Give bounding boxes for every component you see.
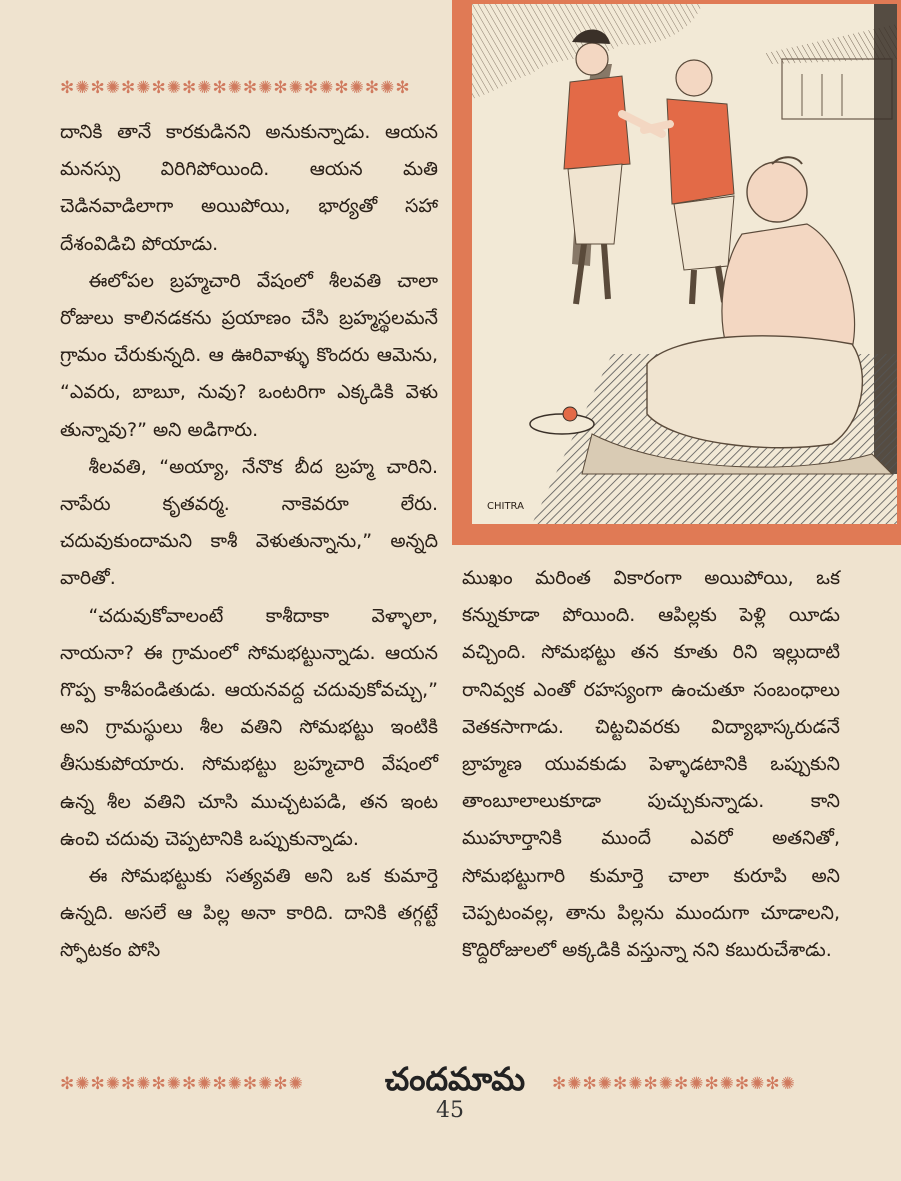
magazine-title: చందమామ bbox=[384, 1060, 526, 1098]
paragraph-3: శీలవతి, “అయ్యా, నేనొక బీద బ్రహ్మ చారిని. నాపేరు కృతవర్మ. నాకెవరూ లేరు. చదువుకుందామని కాశీ వెళుతున్నాను,” అన్నది వారితో. bbox=[60, 455, 438, 590]
bottom-right-ornament: ✻✺✻✺✻✺✻✺✻✺✻✺✻✺✻✺ bbox=[552, 1074, 796, 1094]
paragraph-5: ఈ సోమభట్టుకు సత్యవతి అని ఒక కుమార్తె ఉన్నది. అసలే ఆ పిల్ల అనా కారిది. దానికి తగ్గట్టే స్ఫోటకం పోసి bbox=[60, 865, 438, 962]
paragraph-1: దానికి తానే కారకుడినని అనుకున్నాడు. ఆయన మనస్సు విరిగిపోయింది. ఆయన మతి చెడినవాడిలాగా అయిపోయి, భార్యతో సహా దేశంవిడిచి పోయాడు. bbox=[60, 121, 438, 255]
page-number: 45 bbox=[436, 1098, 464, 1123]
paragraph-6: ముఖం మరింత వికారంగా అయిపోయి, ఒక కన్నుకూడా పోయింది. ఆపిల్లకు పెళ్లి యీడు వచ్చింది. సోమభట్టు తన కూతు రిని ఇల్లుదాటి రానివ్వక ఎంతో రహస్యంగా ఉంచుతూ సంబంధాలు వెతకసాగాడు. చిట్టచివరకు విద్యాభాస్కరుడనే బ్రాహ్మణ యువకుడు పెళ్ళాడటానికి ఒప్పుకుని తాంబూలాలుకూడా పుచ్చుకున్నాడు. కాని ముహూర్తానికి ముందే ఎవరో అతనితో, సోమభట్టుగారి కుమార్తె చాలా కురూపి అని చెప్పటంవల్ల, తాను పిల్లను ముందుగా చూడాలని, కొద్దిరోజులలో అక్కడికి వస్తున్నా నని కబురుచేశాడు. bbox=[462, 567, 840, 962]
bottom-left-ornament: ✻✺✻✺✻✺✻✺✻✺✻✺✻✺✻✺ bbox=[60, 1074, 304, 1094]
illustrator-signature: CHITRA bbox=[487, 501, 524, 512]
illustration bbox=[472, 4, 897, 524]
top-ornament: ✻✺✻✺✻✺✻✺✻✺✻✺✻✺✻✺✻✺✻✺✻✺✻ bbox=[60, 78, 411, 98]
paragraph-4: “చదువుకోవాలంటే కాశీదాకా వెళ్ళాలా, నాయనా? ఈ గ్రామంలో సోమభట్టున్నాడు. ఆయన గొప్ప కాశీపండితుడు. ఆయనవద్ద చదువుకోవచ్చు,” అని గ్రామస్థులు శీల వతిని సోమభట్టు ఇంటికి తీసుకుపోయారు. సోమభట్టు బ్రహ్మచారి వేషంలో ఉన్న శీల వతిని చూసి ముచ్చటపడి, తన ఇంట ఉంచి చదువు చెప్పటానికి ఒప్పుకున్నాడు. bbox=[60, 604, 438, 850]
right-text-column bbox=[462, 560, 840, 969]
paragraph-2: ఈలోపల బ్రహ్మచారి వేషంలో శీలవతి చాలా రోజులు కాలినడకను ప్రయాణం చేసి బ్రహ్మస్థలమనే గ్రామం చేరుకున్నది. ఆ ఊరివాళ్ళు కొందరు ఆమెను, “ఎవరు, బాబూ, నువు? ఒంటరిగా ఎక్కడికి వెళు తున్నావు?” అని అడిగారు. bbox=[60, 269, 438, 441]
left-text-column bbox=[60, 114, 438, 970]
illustration-drawing bbox=[472, 4, 897, 524]
